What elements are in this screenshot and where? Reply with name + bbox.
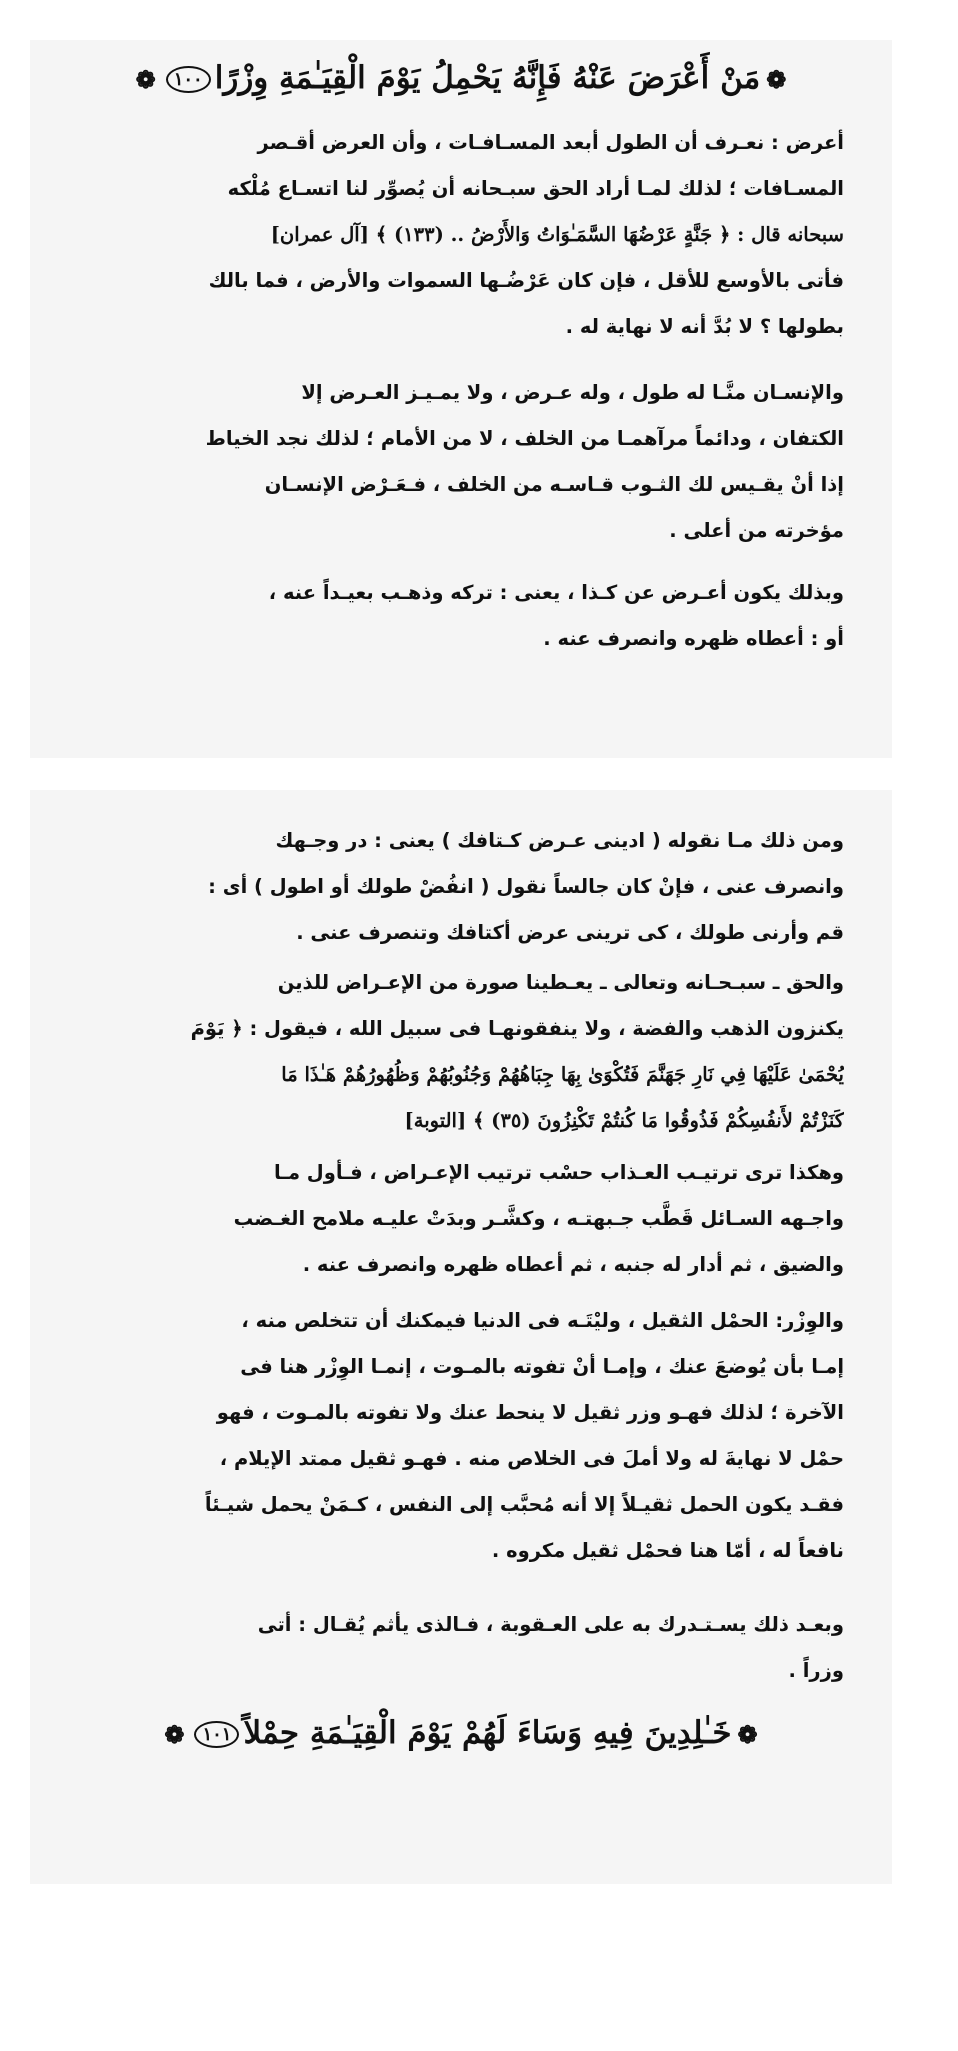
text-line: أو : أعطاه ظهره وانصرف عنه .	[543, 627, 844, 650]
ornament-icon: ❁	[737, 1720, 758, 1749]
paragraph	[92, 1298, 844, 1574]
text-line: الكتفان ، ودائماً مرآهمـا من الخلف ، لا من الأمام ؛ لذلك نجد الخياط	[205, 427, 844, 450]
text-line: وبعـد ذلك يسـتـدرك به على العـقوبة ، فـالذى يأثم يُقـال : أتى	[257, 1613, 844, 1636]
verse-heading-101	[30, 1715, 892, 1751]
text-line: مؤخرته من أعلى .	[669, 519, 844, 542]
verse-heading-100	[30, 60, 892, 96]
paragraph	[92, 1602, 844, 1694]
text-line: نافعاً له ، أمّا هنا فحمْل ثقيل مكروه .	[491, 1539, 844, 1562]
text-line: فأتى بالأوسع للأقل ، فإن كان عَرْضُـها السموات والأرض ، فما بالك	[208, 269, 844, 292]
paragraph	[92, 818, 844, 956]
text-line: والحق ـ سبـحـانه وتعالى ـ يعـطينا صورة من الإعـراض للذين	[277, 971, 844, 994]
text-line: فقـد يكون الحمل ثقيـلاً إلا أنه مُحبَّب إلى النفس ، كـمَنْ يحمل شيـئاً	[204, 1493, 844, 1516]
bottom-page-panel	[30, 790, 892, 1884]
ornament-icon: ❁	[164, 1720, 185, 1749]
paragraph	[92, 960, 844, 1144]
text-line: واجـهه السـائل قَطَّب جـبهتـه ، وكشَّـر وبدَتْ عليـه ملامح الغـضب	[233, 1207, 844, 1230]
verse-number: ١٠١	[194, 1721, 239, 1748]
top-page-panel	[30, 40, 892, 758]
text-line: سبحانه قال : ﴿ جَنَّةٍ عَرْضُهَا السَّمَـٰوَاتُ وَالأَرْضُ .. (١٣٣) ﴾ [آل عمران]	[270, 223, 844, 246]
text-line: وهكذا ترى ترتيـب العـذاب حسْب ترتيب الإعـراض ، فـأول مـا	[273, 1161, 844, 1184]
text-line: المسـافات ؛ لذلك لمـا أراد الحق سبـحانه أن يُصوِّر لنا اتسـاع مُلْكه	[227, 177, 844, 200]
text-line: بطولها ؟ لا بُدَّ أنه لا نهاية له .	[565, 315, 844, 338]
text-line: إذا أنْ يقـيس لك الثـوب قـاسـه من الخلف ، فـعَـرْض الإنسـان	[264, 473, 844, 496]
text-line: يُحْمَىٰ عَلَيْهَا فِي نَارِ جَهَنَّمَ فَتُكْوَىٰ بِهَا جِبَاهُهُمْ وَجُنُوبُهُمْ وَظُهُورُهُمْ هَـٰذَا مَا	[281, 1063, 844, 1086]
ornament-icon: ❁	[766, 65, 787, 94]
paragraph	[92, 120, 844, 350]
text-line: حمْل لا نهايةَ له ولا أملَ فى الخلاص منه . فهـو ثقيل ممتد الإيلام ،	[219, 1447, 844, 1470]
text-line: والإنسـان منَّـا له طول ، وله عـرض ، ولا يمـيـز العـرض إلا	[301, 381, 844, 404]
paragraph	[92, 570, 844, 662]
paragraph	[92, 1150, 844, 1288]
text-line: أعرض : نعـرف أن الطول أبعد المسـافـات ، وأن العرض أقـصر	[257, 131, 844, 154]
verse-number: ١٠٠	[166, 66, 211, 93]
text-line: والضيق ، ثم أدار له جنبه ، ثم أعطاه ظهره وانصرف عنه .	[302, 1253, 844, 1276]
text-line: والوِزْر: الحمْل الثقيل ، وليْتَـه فى الدنيا فيمكنك أن تتخلص منه ،	[241, 1309, 844, 1332]
text-line: ومن ذلك مـا نقوله ( ادينى عـرض كـتافك ) يعنى : در وجـهك	[275, 829, 844, 852]
text-line: وبذلك يكون أعـرض عن كـذا ، يعنى : تركه وذهـب بعيـداً عنه ،	[268, 581, 844, 604]
text-line: الآخرة ؛ لذلك فهـو وزر ثقيل لا ينحط عنك ولا تفوته بالمـوت ، فهو	[216, 1401, 844, 1424]
text-line: كَنَزْتُمْ لأَنفُسِكُمْ فَذُوقُوا مَا كُنتُمْ تَكْنِزُونَ (٣٥) ﴾ [التوبة]	[404, 1109, 844, 1132]
verse-text: خَـٰلِدِينَ فِيهِ وَسَاءَ لَهُمْ يَوْمَ الْقِيَـٰمَةِ حِمْلاً	[243, 1715, 732, 1751]
verse-text: مَنْ أَعْرَضَ عَنْهُ فَإِنَّهُ يَحْمِلُ يَوْمَ الْقِيَـٰمَةِ وِزْرًا	[214, 60, 761, 96]
text-line: يكنزون الذهب والفضة ، ولا ينفقونهـا فى سبيل الله ، فيقول : ﴿ يَوْمَ	[190, 1017, 844, 1040]
text-line: وانصرف عنى ، فإنْ كان جالساً نقول ( انفُضْ طولك أو اطول ) أى :	[208, 875, 844, 898]
text-line: قم وأرنى طولك ، كى ترينى عرض أكتافك وتنصرف عنى .	[296, 921, 844, 944]
text-line: إمـا بأن يُوضعَ عنك ، وإمـا أنْ تفوته بالمـوت ، إنمـا الوِزْر هنا فى	[240, 1355, 844, 1378]
text-line: وزراً .	[788, 1659, 844, 1682]
ornament-icon: ❁	[135, 65, 156, 94]
paragraph	[92, 370, 844, 554]
